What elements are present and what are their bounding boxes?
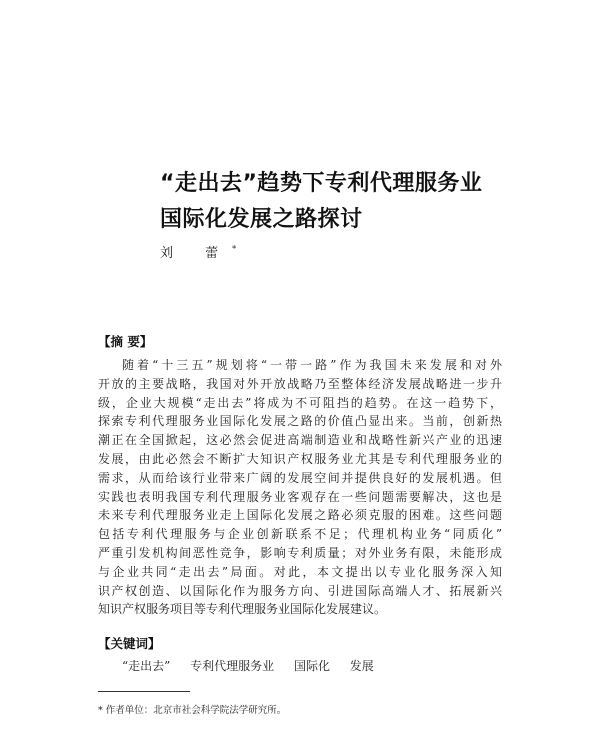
abstract-line: 需求，从而给该行业带来广阔的发展空间并提供良好的发展机遇。但 (98, 470, 502, 485)
keyword-item: 专利代理服务业 (190, 659, 275, 673)
footnote-divider (98, 691, 190, 692)
abstract-line: 级，企业大规模“走出去”将成为不可阻挡的趋势。在这一趋势下， (98, 395, 502, 410)
author-name: 刘 蕾 (160, 246, 233, 261)
keyword-item: “走出去” (122, 659, 171, 673)
title-line-2: 国际化发展之路探讨 (160, 207, 363, 232)
abstract-line: 未来专利代理服务业走上国际化发展之路必须克服的困难。这些问题 (98, 508, 502, 523)
abstract-line: 潮正在全国掀起，这必然会促进高端制造业和战略性新兴产业的迅速 (98, 433, 502, 448)
keywords-label: 【关键词】 (98, 636, 161, 651)
abstract-line: 与企业共同“走出去”局面。对此，本文提出以专业化服务深入知 (98, 564, 502, 579)
abstract-line: 开放的主要战略，我国对外开放战略乃至整体经济发展战略进一步升 (98, 376, 502, 391)
abstract-line: 随着“十三五”规划将“一带一路”作为我国未来发展和对外 (122, 358, 502, 372)
abstract-body (98, 356, 502, 619)
author-byline (160, 242, 236, 261)
title-line-1: “走出去”趋势下专利代理服务业 (160, 171, 483, 196)
abstract-line: 识产权创造、以国际化作为服务方向、引进国际高端人才、拓展新兴 (98, 583, 502, 598)
abstract-label: 【摘 要】 (98, 334, 153, 349)
author-affiliation-footnote: * 作者单位：北京市社会科学院法学研究所。 (98, 705, 287, 716)
article-title (160, 166, 560, 238)
abstract-line: 包括专利代理服务与企业创新联系不足；代理机构业务“同质化” (98, 527, 502, 542)
keywords-list (122, 657, 390, 675)
author-footnote-mark: * (232, 244, 237, 254)
abstract-line: 严重引发机构间恶性竞争，影响专利质量；对外业务有限，未能形成 (98, 545, 502, 560)
keyword-item: 发展 (349, 659, 374, 673)
abstract-line: 探索专利代理服务业国际化发展之路的价值凸显出来。当前，创新热 (98, 414, 502, 429)
keyword-item: 国际化 (293, 659, 330, 673)
abstract-line: 知识产权服务项目等专利代理服务业国际化发展建议。 (98, 602, 387, 617)
abstract-line: 发展，由此必然会不断扩大知识产权服务业尤其是专利代理服务业的 (98, 451, 502, 466)
abstract-line: 实践也表明我国专利代理服务业客观存在一些问题需要解决，这也是 (98, 489, 502, 504)
